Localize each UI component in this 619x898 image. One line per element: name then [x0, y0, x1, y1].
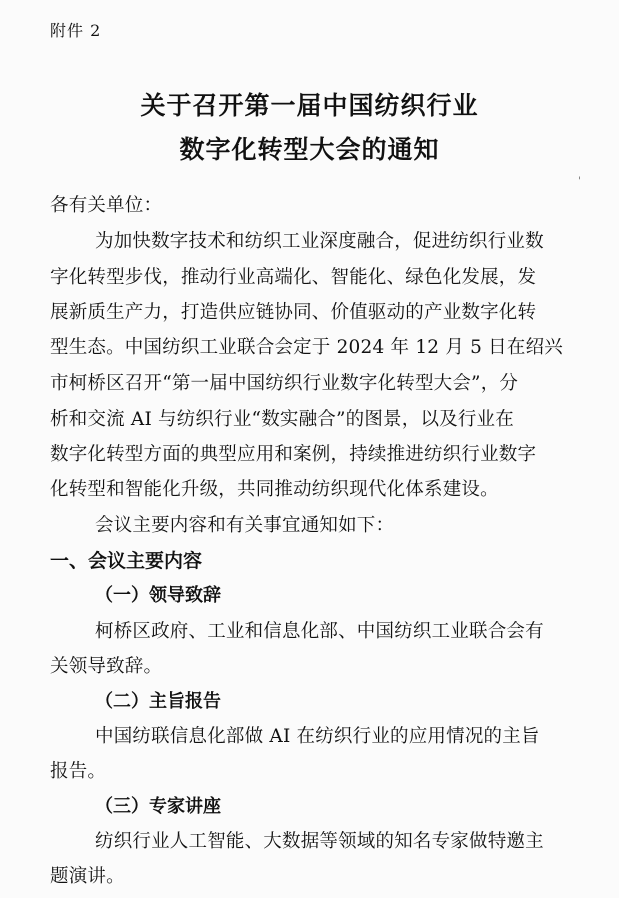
- notice-line: 会议主要内容和有关事宜通知如下：: [95, 514, 395, 536]
- intro-line-7: 数字化转型方面的典型应用和案例，持续推进纺织行业数字: [50, 443, 537, 465]
- intro-line-2: 字化转型步伐，推动行业高端化、智能化、绿色化发展，发: [50, 266, 537, 288]
- subsection-3-line-1: 纺织行业人工智能、大数据等领域的知名专家做特邀主: [95, 831, 544, 852]
- document-title-line-2: 数字化转型大会的通知: [179, 135, 440, 164]
- intro-line-5: 市柯桥区召开“第一届中国纺织行业数字化转型大会”，分: [50, 372, 519, 394]
- subsection-2-line-2: 报告。: [50, 760, 107, 782]
- section-heading-1: 一、会议主要内容: [50, 549, 203, 572]
- subsection-2-line-1: 中国纺联信息化部做 AI 在纺织行业的应用情况的主旨: [95, 725, 540, 747]
- intro-line-8: 化转型和智能化升级，共同推动纺织现代化体系建设。: [50, 478, 499, 500]
- intro-line-1: 为加快数字技术和纺织工业深度融合，促进纺织行业数: [95, 230, 544, 252]
- scan-mark: ': [578, 176, 581, 187]
- attachment-label: 附件 2: [50, 21, 102, 40]
- subsection-1-line-1: 柯桥区政府、工业和信息化部、中国纺织工业联合会有: [95, 620, 544, 642]
- subsection-heading-2: （二）主旨报告: [95, 690, 221, 712]
- subsection-3-line-2: 题演讲。: [50, 866, 125, 887]
- document-title-line-1: 关于召开第一届中国纺织行业: [140, 91, 479, 120]
- intro-line-4: 型生态。中国纺织工业联合会定于 2024 年 12 月 5 日在绍兴: [50, 336, 563, 358]
- intro-line-3: 展新质生产力，打造供应链协同、价值驱动的产业数字化转: [50, 301, 537, 323]
- subsection-heading-1: （一）领导致辞: [95, 584, 221, 606]
- salutation: 各有关单位：: [50, 195, 163, 216]
- subsection-1-line-2: 关领导致辞。: [50, 655, 163, 677]
- subsection-heading-3: （三）专家讲座: [95, 796, 221, 817]
- intro-line-6: 析和交流 AI 与纺织行业“数实融合”的图景，以及行业在: [50, 408, 514, 430]
